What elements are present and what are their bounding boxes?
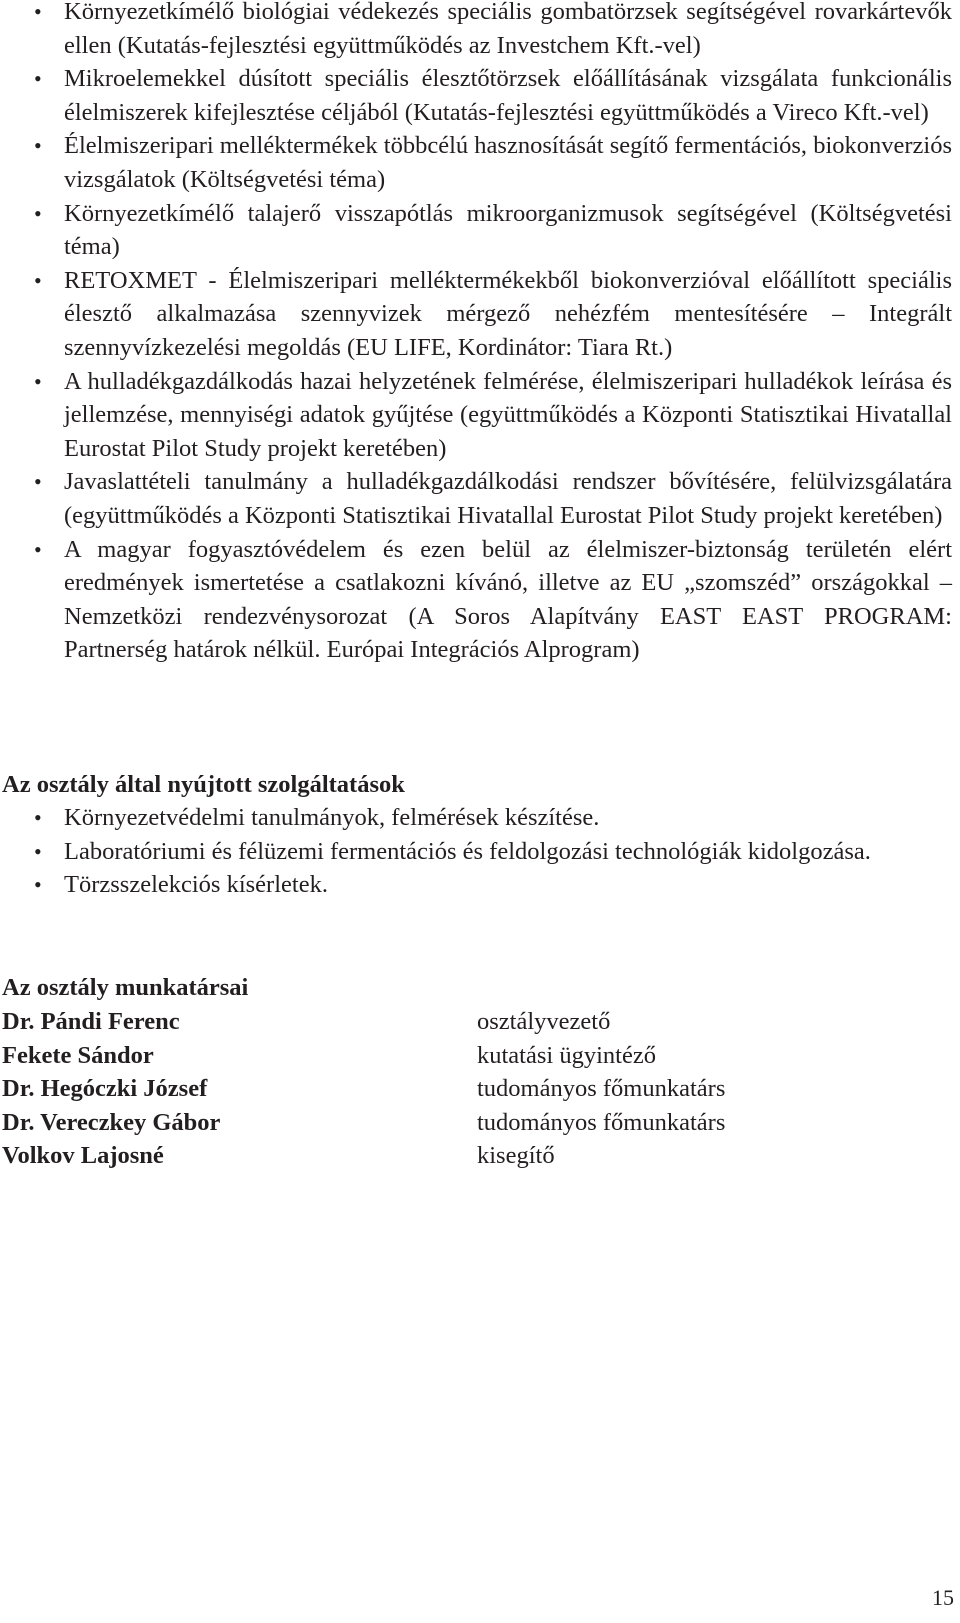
staff-heading: Az osztály munkatársai: [2, 974, 249, 1001]
project-text: A hulladékgazdálkodás hazai helyzetének felmérése, élelmiszeripari hulladékok leírása és jellemzése, mennyiségi adatok gyűjtése (együttműködés a Központi Statisztikai Hivatallal Eurostat Pilot Study projekt keretében): [64, 367, 952, 462]
project-text: Javaslattételi tanulmány a hulladékgazdálkodási rendszer bővítésére, felülvizsgálatára (együttműködés a Központi Statisztikai Hivatallal Eurostat Pilot Study projekt keretében): [64, 468, 952, 529]
list-item: [0, 264, 956, 365]
bullet-icon: •: [34, 368, 42, 394]
list-item: [0, 868, 956, 902]
staff-row: [2, 1106, 902, 1140]
list-item: [0, 197, 956, 264]
staff-row: [2, 1072, 902, 1106]
staff-name: Dr. Hegóczki József: [2, 1075, 208, 1103]
staff-role: kisegítő: [477, 1142, 555, 1170]
staff-role: tudományos főmunkatárs: [477, 1075, 726, 1103]
bullet-icon: •: [34, 872, 42, 898]
project-text: Környezetkímélő talajerő visszapótlás mikroorganizmusok segítségével (Költségvetési téma): [64, 199, 952, 261]
staff-role: osztályvezető: [477, 1008, 611, 1035]
service-text: Laboratóriumi és félüzemi fermentációs és feldolgozási technológiák kidolgozása.: [64, 837, 871, 865]
list-item: [0, 365, 956, 466]
services-heading: Az osztály által nyújtott szolgáltatások: [2, 771, 405, 798]
staff-row: [2, 1039, 902, 1073]
bullet-icon: •: [34, 838, 42, 864]
project-text: RETOXMET - Élelmiszeripari melléktermékekből biokonverzióval előállított speciális élesztő alkalmazása szennyvizek mérgező nehézfém mentesítésére – Integrált szennyvízkezelési megoldás (EU LIFE, Kordinátor: Tiara Rt.): [64, 266, 952, 361]
staff-row: [2, 1005, 902, 1039]
list-item: [0, 129, 956, 196]
list-item: [0, 835, 956, 869]
staff-name: Dr. Vereczkey Gábor: [2, 1108, 221, 1136]
bullet-icon: •: [34, 66, 42, 92]
bullet-icon: •: [34, 267, 42, 293]
staff-name: Dr. Pándi Ferenc: [2, 1008, 180, 1035]
staff-row: [2, 1139, 902, 1173]
staff-list: [2, 1005, 902, 1173]
project-text: Környezetkímélő biológiai védekezés speciális gombatörzsek segítségével rovarkártevők ellen (Kutatás-fejlesztési együttműködés az Investchem Kft.-vel): [64, 0, 952, 59]
project-text: Élelmiszeripari melléktermékek többcélú hasznosítását segítő fermentációs, biokonverziós vizsgálatok (Költségvetési téma): [64, 132, 952, 193]
list-item: [0, 0, 956, 62]
staff-role: kutatási ügyintéző: [477, 1041, 656, 1069]
staff-name: Fekete Sándor: [2, 1041, 154, 1069]
bullet-icon: •: [34, 536, 42, 562]
list-item: [0, 465, 956, 532]
service-text: Törzsszelekciós kísérletek.: [64, 871, 328, 899]
list-item: [0, 62, 956, 129]
list-item: [0, 801, 956, 835]
staff-role: tudományos főmunkatárs: [477, 1108, 726, 1136]
services-list: [0, 801, 956, 902]
page-number: 15: [932, 1585, 954, 1610]
project-list: [0, 0, 956, 667]
bullet-icon: •: [34, 133, 42, 159]
project-text: A magyar fogyasztóvédelem és ezen belül az élelmiszer-biztonság területén elért eredmények ismertetése a csatlakozni kívánó, illetve az EU „szomszéd” országokkal – Nemzetközi rendezvénysorozat (A Soros Alapítvány EAST EAST PROGRAM: Partnerség határok nélkül. Európai Integrációs Alprogram): [64, 535, 952, 664]
project-text: Mikroelemekkel dúsított speciális élesztőtörzsek előállításának vizsgálata funkcionális élelmiszerek kifejlesztése céljából (Kutatás-fejlesztési együttműködés a Vireco Kft.-vel): [64, 65, 952, 126]
list-item: [0, 533, 956, 667]
service-text: Környezetvédelmi tanulmányok, felmérések készítése.: [64, 804, 600, 831]
bullet-icon: •: [34, 0, 42, 24]
staff-name: Volkov Lajosné: [2, 1142, 164, 1170]
bullet-icon: •: [34, 805, 42, 830]
bullet-icon: •: [34, 200, 42, 226]
bullet-icon: •: [34, 469, 42, 495]
